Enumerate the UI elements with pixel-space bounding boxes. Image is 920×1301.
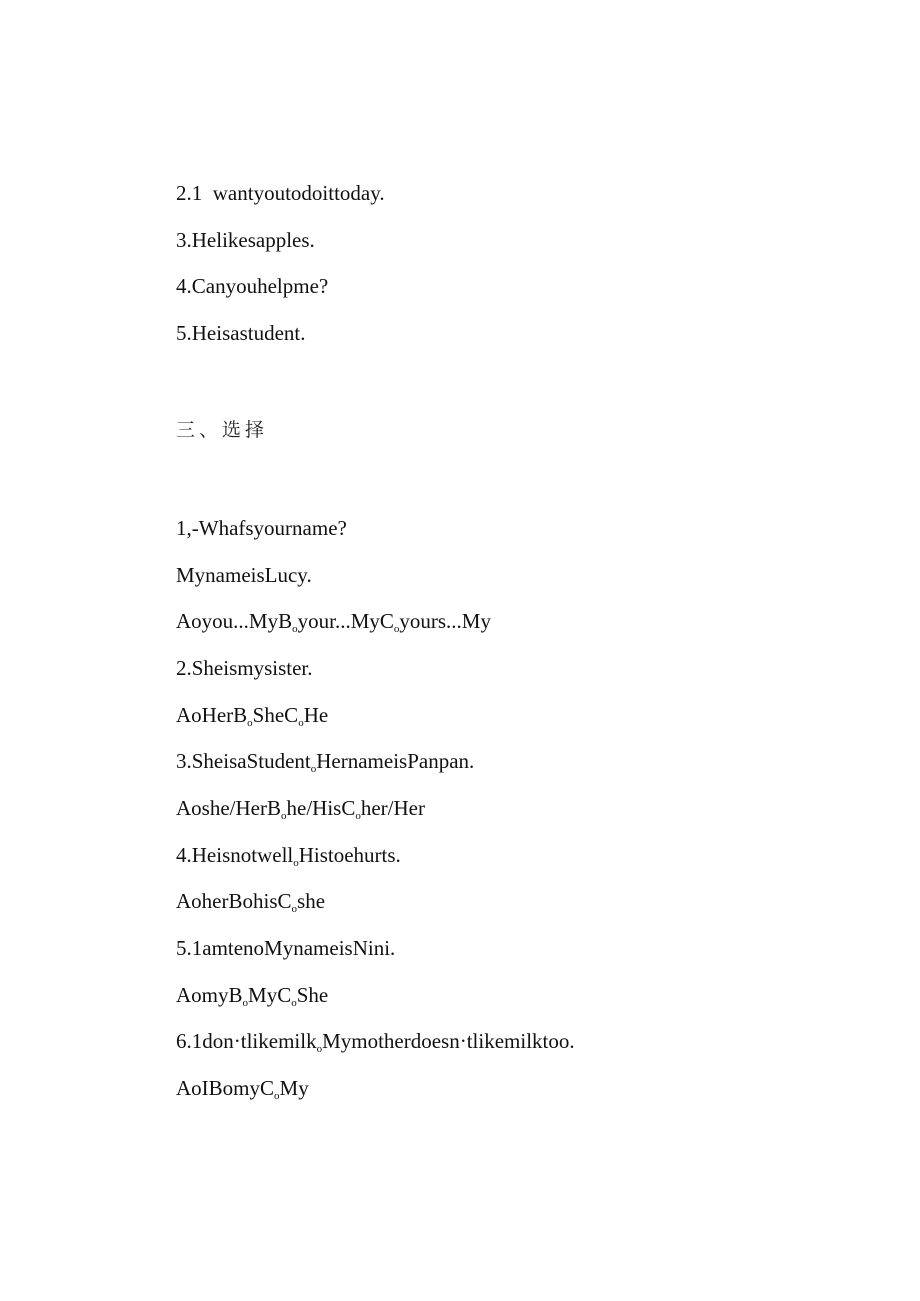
q1-option-b-sep: o	[292, 623, 298, 635]
q5-options	[176, 982, 328, 1008]
q5-option-c-sep: o	[291, 997, 297, 1009]
q6-option-c-label: C	[260, 1076, 275, 1100]
q4-prompt-b: Histoehurts.	[298, 843, 401, 867]
q6-prompt-a: 6.1don·tlikemilk	[176, 1029, 317, 1053]
q1-prompt: 1,-Whafsyourname?	[176, 516, 347, 540]
q3-option-c-label: C	[341, 796, 356, 820]
q4-prompt-a: 4.Heisnotwell	[176, 843, 294, 867]
q1-option-c-label: C	[379, 609, 394, 633]
q2-prompt: 2.Sheismysister.	[176, 656, 313, 680]
section-heading: 三、选择	[176, 419, 269, 441]
q6-options	[176, 1075, 309, 1101]
part2-line-3: 4.Canyouhelpme?	[176, 274, 329, 298]
q1-option-c-sep: o	[393, 623, 400, 635]
q3-prompt	[176, 748, 474, 774]
q5-option-a: Aomy	[176, 983, 229, 1007]
q2-option-c-sep: o	[298, 717, 304, 729]
q1-option-a: Aoyou...My	[176, 609, 279, 633]
q4-prompt	[176, 842, 401, 868]
q6-prompt-sep: o	[316, 1043, 323, 1055]
q1-options	[176, 608, 491, 634]
q3-prompt-a: 3.SheisaStudent	[176, 749, 311, 773]
q1-option-b-label: B	[278, 609, 293, 633]
q3-options	[176, 795, 425, 821]
q3-option-b: he/His	[286, 796, 342, 820]
q4-option-c-sep: o	[291, 903, 298, 915]
part2-line-4: 5.Heisastudent.	[176, 321, 306, 345]
q1-option-c: yours...My	[399, 609, 491, 633]
q5-option-b: My	[248, 983, 278, 1007]
q4-prompt-sep: o	[293, 857, 299, 869]
q3-option-c-sep: o	[355, 810, 361, 822]
q2-options	[176, 702, 328, 728]
q2-option-c-label: C	[284, 703, 299, 727]
q4-option-c-label: C	[277, 889, 292, 913]
q2-option-c: He	[303, 703, 329, 727]
q2-option-b-sep: o	[247, 717, 253, 729]
q1-option-b: your...My	[297, 609, 380, 633]
q6-option-c-sep: o	[274, 1090, 280, 1102]
q6-option-ab: AoIBomy	[176, 1076, 260, 1100]
q4-options	[176, 888, 325, 914]
q1-answer: MynameisLucy.	[176, 563, 312, 587]
q3-option-b-label: B	[266, 796, 281, 820]
q3-prompt-sep: o	[310, 763, 317, 775]
q3-option-b-sep: o	[281, 810, 287, 822]
q2-option-b-label: B	[233, 703, 248, 727]
q4-option-ab: AoherBohis	[176, 889, 278, 913]
q6-option-c: My	[279, 1076, 309, 1100]
part2-line-1: 2.1 wantyoutodoittoday.	[176, 181, 385, 205]
q5-prompt: 5.1amtenoMynameisNini.	[176, 936, 396, 960]
q6-prompt	[176, 1028, 575, 1054]
part2-line-2: 3.Helikesapples.	[176, 228, 315, 252]
q6-prompt-b: Mymotherdoesn·tlikemilktoo.	[322, 1029, 575, 1053]
q2-option-a: AoHer	[176, 703, 234, 727]
q3-option-a: Aoshe/Her	[176, 796, 267, 820]
q5-option-c: She	[296, 983, 329, 1007]
q5-option-b-sep: o	[242, 997, 249, 1009]
q2-option-b: She	[252, 703, 285, 727]
q5-option-c-label: C	[277, 983, 292, 1007]
q4-option-c: she	[297, 889, 326, 913]
q5-option-b-label: B	[228, 983, 243, 1007]
q3-prompt-b: HernameisPanpan.	[316, 749, 475, 773]
q3-option-c: her/Her	[360, 796, 425, 820]
